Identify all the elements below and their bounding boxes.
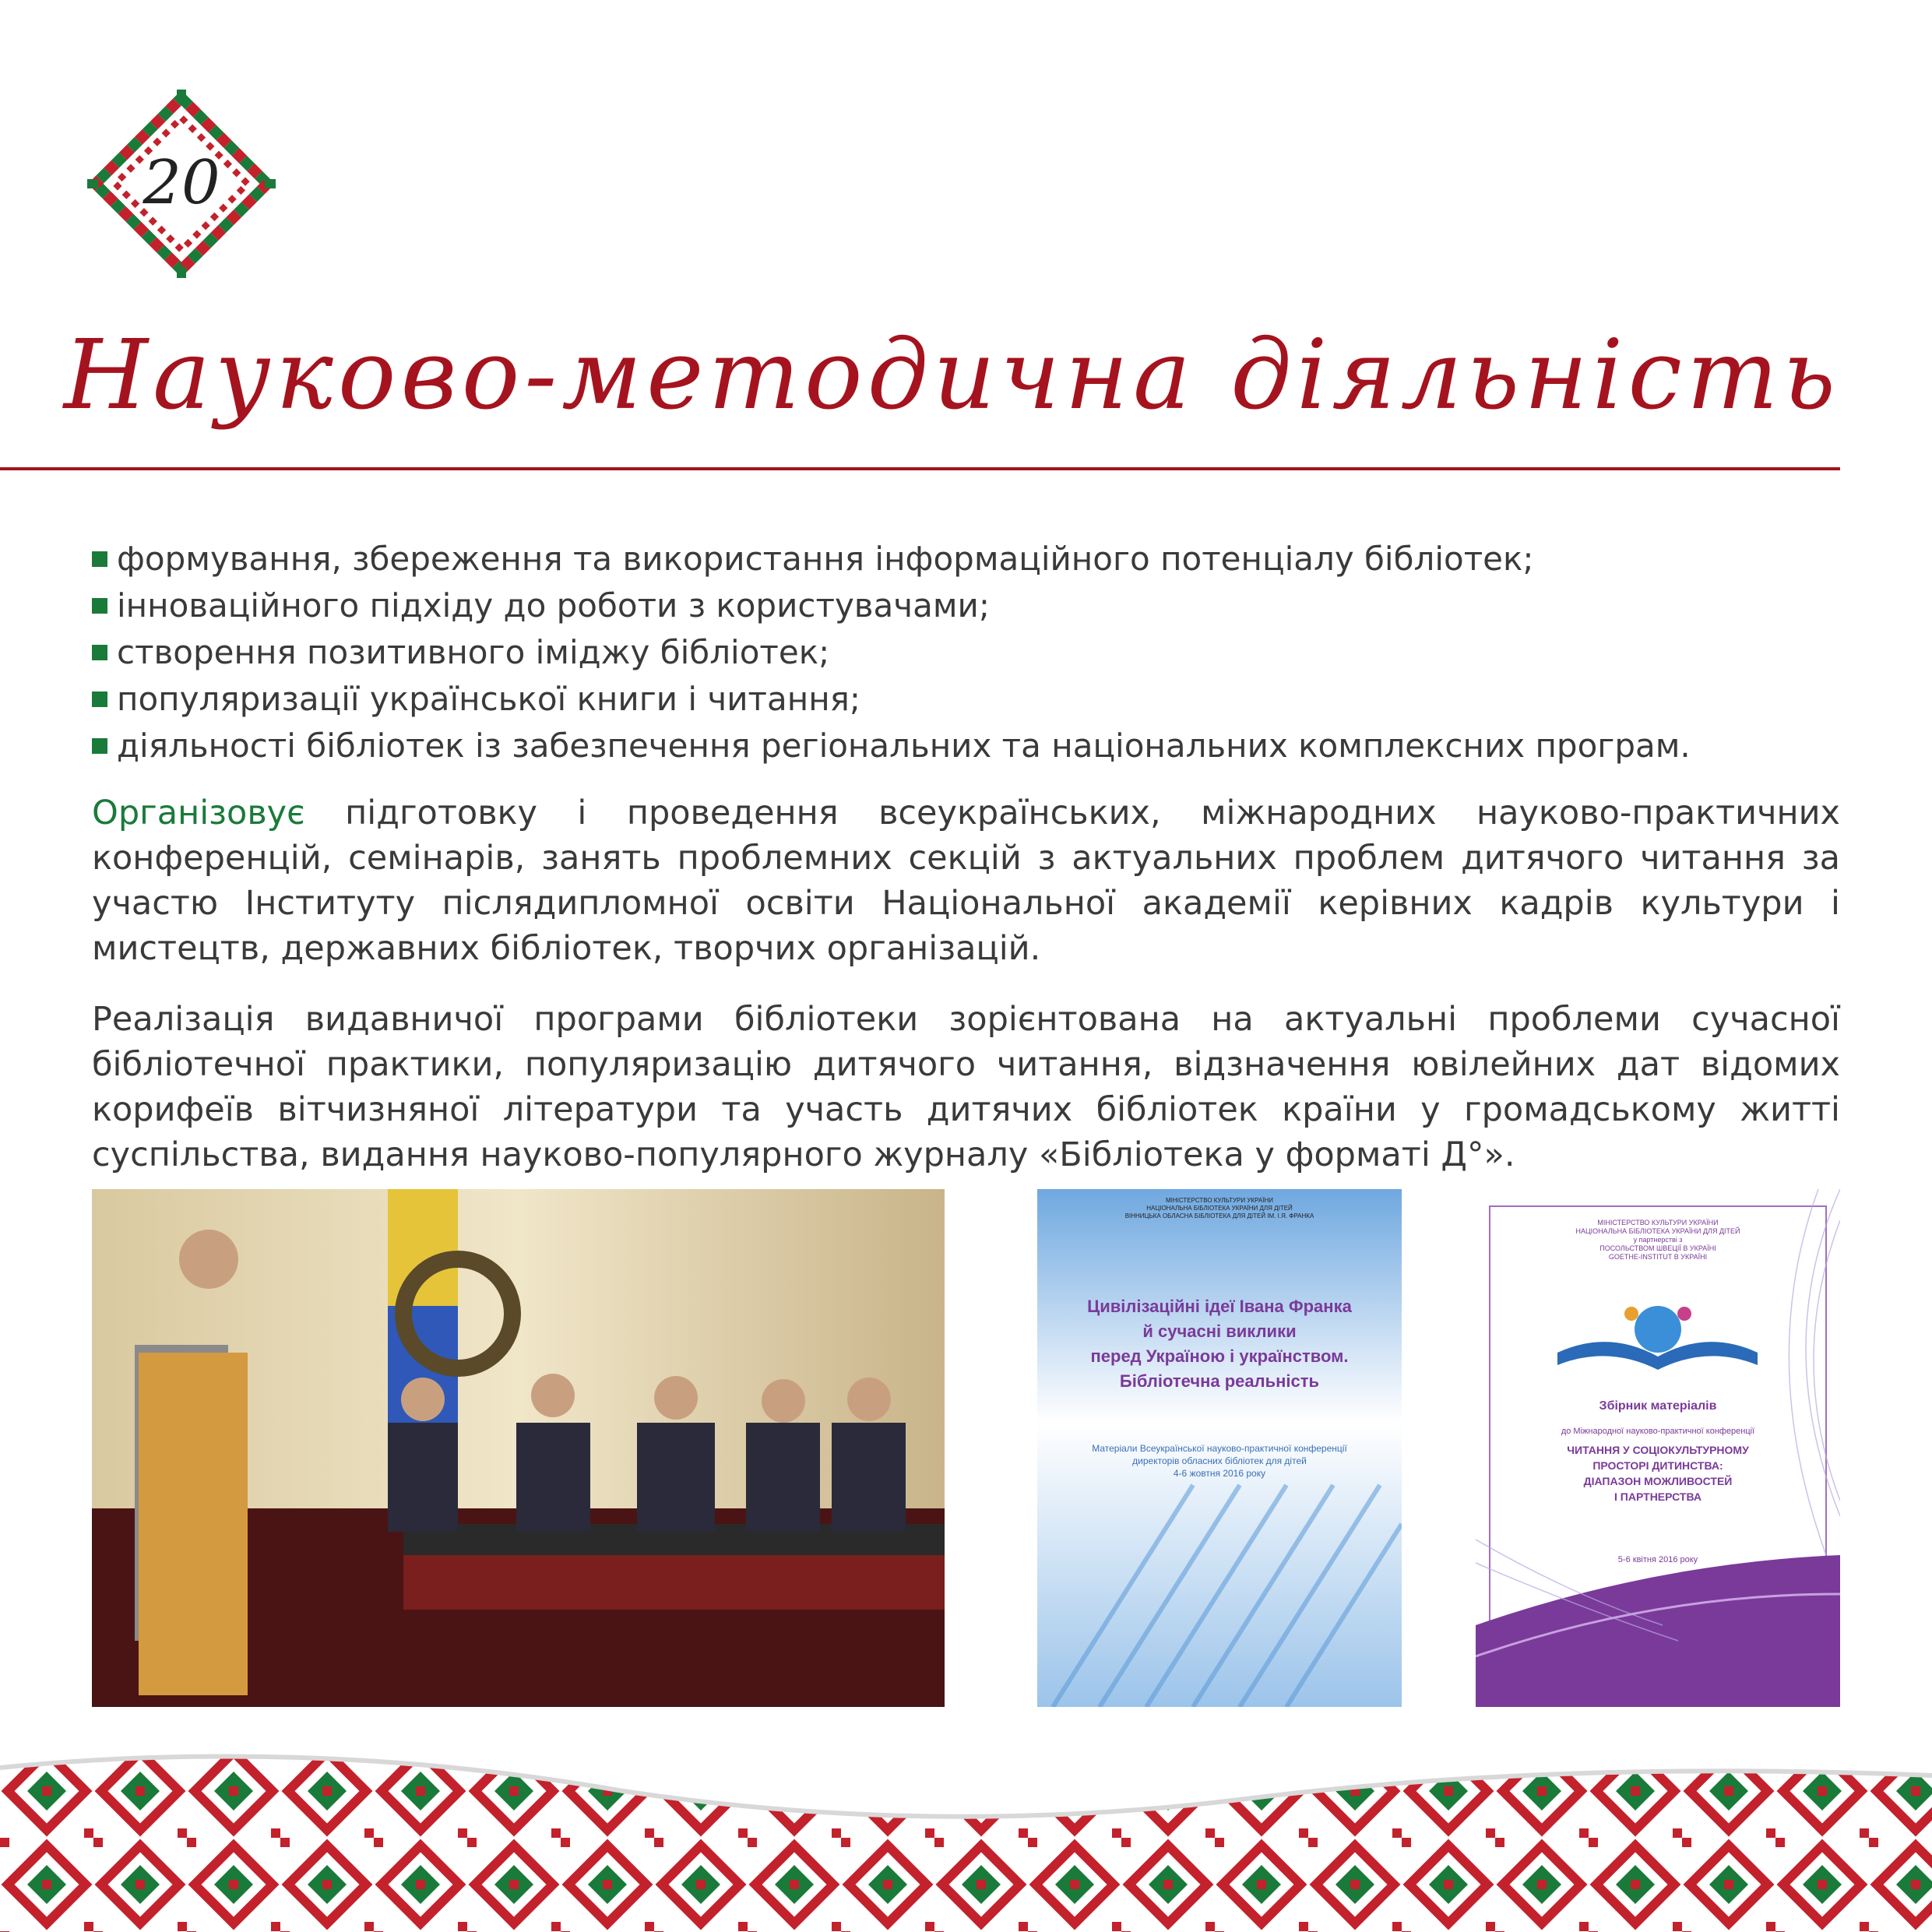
cover-date: 5-6 квітня 2016 року: [1617, 1555, 1698, 1564]
square-bullet-icon: [92, 645, 107, 660]
cover-title: ЧИТАННЯ У СОЦІОКУЛЬТУРНОМУ ПРОСТОРІ ДИТИНСТВА: ДІАПАЗОН МОЖЛИВОСТЕЙ І ПАРТНЕРСТВА: [1567, 1444, 1749, 1503]
cover-subtitle: Матеріали Всеукраїнської науково-практичної конференції директорів обласних бібліотек для дітей 4-6 жовтня 2016 року: [1092, 1443, 1347, 1479]
book-cover-childhood-reading: [1476, 1189, 1840, 1707]
book-cover-franko: [1037, 1189, 1402, 1707]
list-item: створення позитивного іміджу бібліотек;: [92, 629, 1840, 676]
cover-conference-label: до Міжнародної науково-практичної конференції: [1561, 1427, 1755, 1436]
cover-header: МІНІСТЕРСТВО КУЛЬТУРИ УКРАЇНИ НАЦІОНАЛЬНА БІБЛІОТЕКА УКРАЇНИ ДЛЯ ДІТЕЙ у партнерстві з ПОСОЛЬСТВОМ ШВЕЦІЇ В УКРАЇНІ GOETHE-INSTITUT В УКРАЇНІ: [1575, 1219, 1740, 1261]
list-item: інноваційного підхіду до роботи з користувачами;: [92, 582, 1840, 629]
square-bullet-icon: [92, 598, 107, 614]
organize-paragraph: [92, 790, 1840, 971]
list-item: формування, збереження та використання інформаційного потенціалу бібліотек;: [92, 536, 1840, 582]
square-bullet-icon: [92, 551, 107, 567]
cover-city: м. Київ: [1644, 1582, 1672, 1592]
cover-collection-label: Збірник матеріалів: [1599, 1399, 1717, 1413]
activity-list: [92, 536, 1840, 769]
title-divider: [0, 467, 1840, 470]
cover-header: МІНІСТЕРСТВО КУЛЬТУРИ УКРАЇНИ НАЦІОНАЛЬНА БІБЛІОТЕКА УКРАЇНИ ДЛЯ ДІТЕЙ ВІННИЦЬКА ОБЛАСНА БІБЛІОТЕКА ДЛЯ ДІТЕЙ ІМ. І.Я. ФРАНКА: [1124, 1197, 1314, 1219]
conference-photo: [92, 1189, 945, 1707]
page-number: 20: [143, 148, 220, 218]
list-item: діяльності бібліотек із забезпечення регіональних та національних комплексних програм.: [92, 723, 1840, 769]
publishing-paragraph: Реалізація видавничої програми бібліотеки зорієнтована на актуальні проблеми сучасної бібліотечної практики, популяризацію дитячого читання, відзначення ювілейних дат відомих корифеїв вітчизняної літератури та участь дитячих бібліотек країни у громадському житті суспільства, видання науково-популярного журналу «Бібліотека у форматі Д°».: [92, 1000, 1840, 1174]
square-bullet-icon: [92, 692, 107, 707]
embroidery-footer-pattern: [0, 1744, 1932, 1932]
square-bullet-icon: [92, 738, 107, 754]
list-item: популяризації української книги і читання;: [92, 676, 1840, 723]
lead-word: Організовує: [92, 794, 305, 832]
cover-title: Цивілізаційні ідеї Івана Франка й сучасні виклики перед Україною і українством. Бібліотечна реальність: [1087, 1297, 1352, 1391]
paragraph-text: підготовку і проведення всеукраїнських, міжнародних науково-практичних конференцій, семінарів, занять проблемних секцій з актуальних проблем дитячого читання за участю Інституту післядипломної освіти Національної академії керівних кадрів культури і мистецтв, державних бібліотек, творчих організацій.: [92, 794, 1840, 968]
page-title: Науково-методична діяльність: [63, 319, 1840, 431]
